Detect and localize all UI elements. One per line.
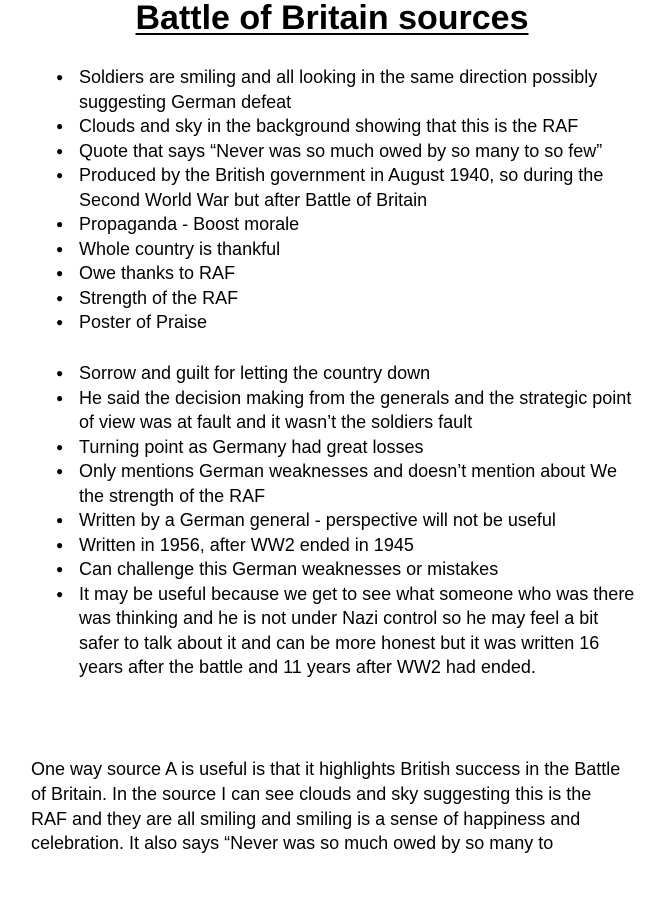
list-item	[56, 435, 636, 460]
bullet-icon: ●	[56, 290, 64, 305]
body-paragraph: One way source A is useful is that it highlights British success in the Battle of Britain. In the source I can see clouds and sky suggesting this is the RAF and they are all smiling and smiling is a sense of happiness and celebration. It also says “Never was so much owed by so many to	[31, 759, 621, 854]
list-item	[56, 163, 636, 212]
list-item	[56, 361, 636, 386]
list-item-text: Clouds and sky in the background showing that this is the RAF	[79, 116, 579, 136]
list-item	[56, 582, 636, 680]
list-item-text: Produced by the British government in August 1940, so during the Second World War but after Battle of Britain	[79, 165, 604, 210]
bullet-icon: ●	[56, 562, 64, 576]
bullet-list-source-a	[56, 65, 636, 335]
bullet-icon: ●	[56, 168, 64, 182]
list-item	[56, 459, 636, 508]
list-item	[56, 139, 636, 164]
list-item-text: Sorrow and guilt for letting the country down	[79, 363, 431, 383]
bullet-icon: ●	[56, 70, 64, 84]
list-item-text: Only mentions German weaknesses and doesn’t mention about We the strength of the RAF	[79, 461, 617, 506]
bullet-icon: ●	[56, 241, 64, 256]
list-item	[56, 114, 636, 139]
bullet-icon: ●	[56, 439, 64, 454]
bullet-icon: ●	[56, 119, 64, 133]
list-item-text: Soldiers are smiling and all looking in the same direction possibly suggesting German defeat	[79, 67, 598, 112]
bullet-icon: ●	[56, 513, 64, 527]
bullet-icon: ●	[56, 390, 64, 405]
bullet-icon: ●	[56, 217, 64, 231]
list-item-text: Can challenge this German weaknesses or mistakes	[79, 559, 499, 579]
list-item	[56, 533, 636, 558]
list-item	[56, 557, 636, 582]
list-item	[56, 261, 636, 286]
list-item-text: Whole country is thankful	[79, 238, 281, 259]
bullet-icon: ●	[56, 537, 64, 552]
list-item-text: Written in 1956, after WW2 ended in 1945	[79, 534, 414, 555]
list-item-text: Written by a German general - perspective will not be useful	[79, 510, 556, 530]
list-item-text: Poster of Praise	[79, 312, 208, 332]
list-item	[56, 65, 636, 114]
list-item	[56, 386, 636, 435]
bullet-list-source-b	[56, 361, 636, 680]
bullet-icon: ●	[56, 464, 64, 478]
list-item	[56, 310, 636, 335]
bullet-icon: ●	[56, 586, 64, 601]
list-item-text: He said the decision making from the generals and the strategic point of view was at fault and it wasn’t the soldiers fault	[79, 387, 632, 432]
list-item-text: Propaganda - Boost morale	[79, 214, 300, 234]
list-item-text: Owe thanks to RAF	[79, 263, 236, 283]
list-item	[56, 212, 636, 237]
bullet-icon: ●	[56, 315, 64, 329]
bullet-icon: ●	[56, 366, 64, 380]
list-item-text: Strength of the RAF	[79, 287, 239, 308]
list-item	[56, 508, 636, 533]
document-title: Battle of Britain sources	[135, 0, 529, 37]
list-item-text: It may be useful because we get to see what someone who was there was thinking and he is not under Nazi control so he may feel a bit safer to talk about it and can be more honest but it was written 16 years after the battle and 11 years after WW2 had ended.	[79, 583, 635, 677]
bullet-icon: ●	[56, 143, 64, 158]
bullet-icon: ●	[56, 266, 64, 280]
list-item	[56, 286, 636, 311]
list-item	[56, 237, 636, 262]
list-item-text: Quote that says “Never was so much owed by so many to so few”	[79, 140, 603, 161]
list-item-text: Turning point as Germany had great losses	[79, 436, 424, 457]
